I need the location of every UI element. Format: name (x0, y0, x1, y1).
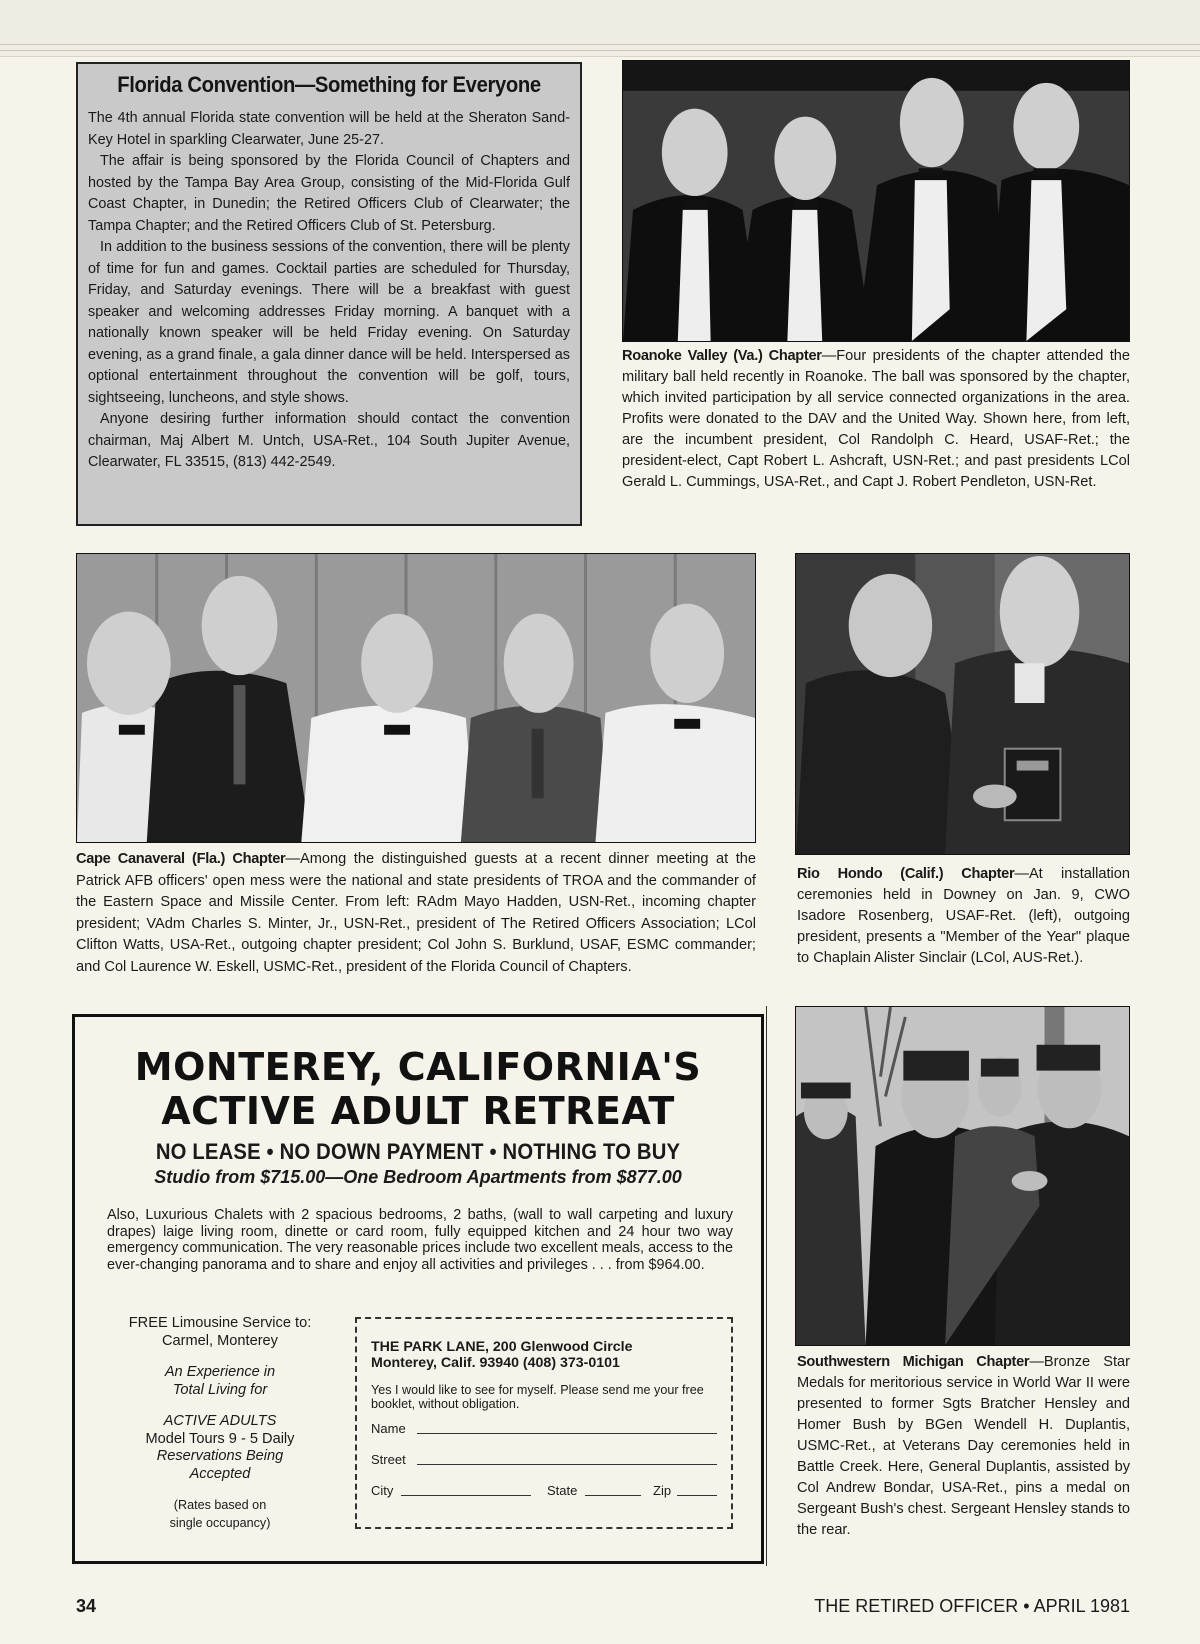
page-number: 34 (76, 1596, 97, 1616)
rio-hondo-caption (797, 864, 1130, 969)
florida-convention-title: Florida Convention—Something for Everyone (117, 72, 541, 97)
roanoke-caption (622, 346, 1130, 493)
ad-limousine-line: FREE Limousine Service to: (128, 1315, 312, 1331)
ad-total-living-line: Total Living for (172, 1381, 268, 1398)
cape-canaveral-chapter-photo (76, 553, 756, 843)
ad-body-text: Also, Luxurious Chalets with 2 spacious bedrooms, 2 baths, (wall to wall carpeting and luxury drapes) laige living room, dinette or card room, fully equipped kitchen and 24 hour two way emergency communication. The very reasonable prices include two excellent meals, access to the ever-changing panorama and to share and enjoy all activities and privileges . . . from $964.00. (107, 1207, 733, 1273)
roanoke-caption-text: —Four presidents of the chapter attended the military ball held recently in Roanoke. The ball was sponsored by the chapter, which invited participation by all service connected organizations in the area. Profits were donated to the DAV and the United Way. Shown here, from left, are the incumbent president, Col Randolph C. Heard, USAF-Ret.; the president-elect, Capt Robert L. Ashcraft, USN-Ret.; and past presidents LCol Gerald L. Cummings, USA-Ret., and Capt J. Robert Pendleton, USN-Ret. (622, 348, 1130, 490)
florida-paragraph-1: The 4th annual Florida state convention will be held at the Sheraton Sand-Key Hotel in sparkling Clearwater, June 25-27. (88, 110, 570, 148)
southwestern-michigan-chapter-photo (795, 1006, 1130, 1346)
coupon-city-label: City (371, 1483, 394, 1498)
monterey-advertisement (72, 1014, 764, 1564)
ad-headline-line-1: MONTEREY, CALIFORNIA'S (134, 1045, 702, 1089)
publication-footer: THE RETIRED OFFICER • APRIL 1981 (814, 1596, 1130, 1616)
ad-divider-rule (766, 1006, 767, 1566)
coupon-zip-label: Zip (653, 1483, 672, 1498)
ad-accepted-line: Accepted (189, 1465, 251, 1482)
ad-active-adults-line: ACTIVE ADULTS (163, 1413, 277, 1429)
ad-experience-line: An Experience in (164, 1364, 276, 1380)
florida-convention-box (76, 62, 582, 526)
cape-canaveral-caption-text: —Among the distinguished guests at a recent dinner meeting at the Patrick AFB officers' open mess were the national and state presidents of TROA and the commander of the Eastern Space and Missile Center. From left: RAdm Mayo Hadden, USN-Ret., incoming chapter president; VAdm Charles S. Minter, Jr., USN-Ret., president of The Retired Officers Association; LCol Clifton Watts, USA-Ret., outgoing chapter president; Col John S. Burklund, USAF, ESMC commander; and Col Laurence W. Eskell, USMC-Ret., president of the Florida Council of Chapters. (76, 851, 756, 975)
coupon-name-field[interactable] (371, 1413, 719, 1442)
coupon-city-state-zip-field[interactable] (371, 1475, 719, 1504)
rio-hondo-chapter-photo (795, 553, 1130, 855)
ad-rates-note-line-2: single occupancy) (169, 1515, 271, 1530)
roanoke-chapter-photo (622, 60, 1130, 342)
cape-canaveral-caption-heading: Cape Canaveral (Fla.) Chapter (76, 851, 286, 867)
ad-coupon (355, 1317, 733, 1529)
cape-canaveral-caption (76, 849, 756, 978)
rio-hondo-caption-text: —At installation ceremonies held in Downey on Jan. 9, CWO Isadore Rosenberg, USAF-Ret. (left), outgoing president, presents a "Member of the Year" plaque to Chaplain Alister Sinclair (LCol, AUS-Ret.). (797, 866, 1130, 966)
southwestern-michigan-caption-text: —Bronze Star Medals for meritorious service in World War II were presented to former Sgts Bratcher Hensley and Homer Bush by BGen Wendell H. Duplantis, USMC-Ret., at Veterans Day ceremonies held in Battle Creek. Here, General Duplantis, assisted by Col Andrew Bondar, USA-Ret., pins a medal on Sergeant Bush's chest. Sergeant Hensley stands to the rear. (797, 1354, 1130, 1538)
ad-limousine-destinations: Carmel, Monterey (162, 1332, 278, 1349)
ad-side-panel (105, 1315, 335, 1532)
florida-paragraph-2: The affair is being sponsored by the Florida Council of Chapters and hosted by the Tampa Bay Area Group, consisting of the Mid-Florida Gulf Coast Chapter, in Dunedin; the Retired Officers Club of Clearwater; the Tampa Chapter; and the Retired Officers Club of St. Petersburg. (88, 153, 570, 234)
ad-headline-line-2: ACTIVE ADULT RETREAT (161, 1089, 675, 1133)
coupon-state-label: State (547, 1483, 578, 1498)
ad-rates-note-line-1: (Rates based on (173, 1498, 267, 1512)
coupon-street-field[interactable] (371, 1444, 719, 1473)
page-top-strip (0, 0, 1200, 57)
southwestern-michigan-caption (797, 1352, 1130, 1541)
coupon-street-label: Street (371, 1452, 406, 1467)
ad-reservations-line: Reservations Being (156, 1448, 284, 1464)
florida-paragraph-3: In addition to the business sessions of the convention, there will be plenty of time for fun and games. Cocktail parties are scheduled for Thursday, Friday, and Saturday evenings. There will be a breakfast with guest speaker and welcoming addresses Friday morning. A banquet with a nationally known speaker will be held Friday evening. On Saturday evening, as a grand finale, a gala dinner dance will be held. Interspersed as optional entertainment throughout the convention will be golf, tours, sightseeing, luncheons, and style shows. (88, 239, 570, 406)
ad-model-tours-line: Model Tours 9 - 5 Daily (145, 1430, 295, 1447)
coupon-address-line-2: Monterey, Calif. 93940 (408) 373-0101 (371, 1355, 620, 1371)
roanoke-caption-heading: Roanoke Valley (Va.) Chapter (622, 348, 822, 364)
coupon-request-text: Yes I would like to see for myself. Please send me your free booklet, without obligation. (371, 1383, 704, 1411)
ad-price-line: Studio from $715.00—One Bedroom Apartments from $877.00 (154, 1167, 682, 1187)
coupon-name-label: Name (371, 1421, 406, 1436)
southwestern-michigan-caption-heading: Southwestern Michigan Chapter (797, 1354, 1030, 1370)
rio-hondo-caption-heading: Rio Hondo (Calif.) Chapter (797, 866, 1015, 882)
coupon-address-line-1: THE PARK LANE, 200 Glenwood Circle (371, 1339, 633, 1355)
ad-subheadline: NO LEASE • NO DOWN PAYMENT • NOTHING TO BUY (155, 1139, 681, 1164)
florida-paragraph-4: Anyone desiring further information should contact the convention chairman, Maj Albert M. Untch, USA-Ret., 104 South Jupiter Avenue, Clearwater, FL 33515, (813) 442-2549. (88, 411, 570, 470)
